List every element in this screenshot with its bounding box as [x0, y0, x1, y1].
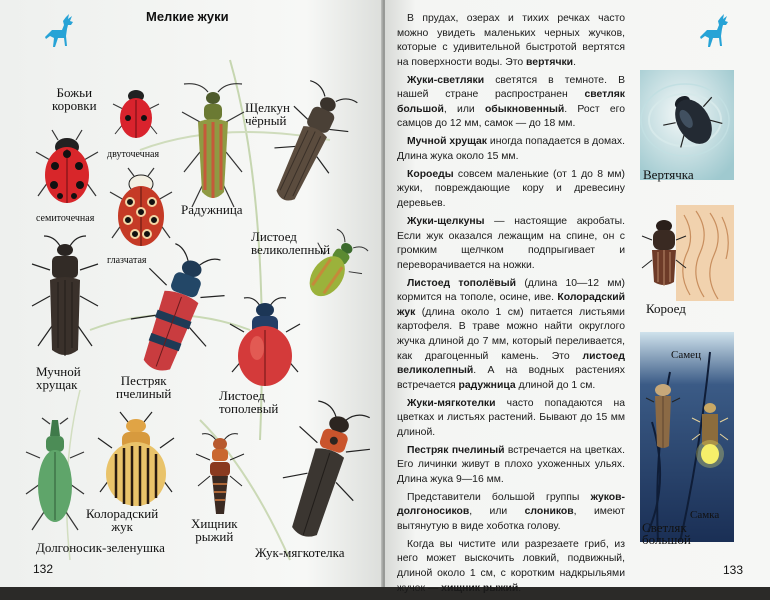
- bold-term: Жуки-щелкуны: [407, 215, 485, 227]
- label-radujnitsa: Радужница: [181, 202, 243, 217]
- label-ladybirds: Божьи коровки: [52, 85, 97, 113]
- label-eyed: глазчатая: [107, 255, 147, 266]
- label-weevil: Долгоносик-зеленушка: [36, 540, 165, 555]
- label-click-beetle: Щелкун чёрный: [245, 100, 290, 128]
- label-mealworm: Мучной хрущак: [36, 364, 81, 392]
- label-bark-beetle: Короед: [646, 301, 686, 316]
- label-firefly: Светляк большой: [642, 520, 691, 547]
- mealworm-beetle: [30, 236, 100, 360]
- ladybird-two-spot-beetle: [113, 84, 159, 144]
- paragraph: [397, 215, 625, 273]
- ladybird-seven-spot-beetle: [36, 130, 98, 210]
- label-whirligig: Вертячка: [643, 167, 694, 182]
- text-run: длиной до 1 см.: [515, 379, 596, 391]
- paragraph: [397, 491, 625, 535]
- bold-term: вертячки: [526, 56, 574, 68]
- soldier-beetle: [276, 404, 370, 544]
- firefly-male: [646, 382, 680, 450]
- ladybird-eyed-beetle: [110, 168, 172, 252]
- radujnitsa-beetle: [180, 82, 246, 212]
- label-magnificent-leaf-beetle: Листоед великолепный: [251, 229, 331, 257]
- bold-term: листоед великолепный: [397, 350, 625, 377]
- text-run: В прудах, озерах и тихих речках часто можно увидеть маленьких черных жучков, которые с удивительной быстротой вертятся на поверхности воды. Это: [397, 13, 625, 68]
- text-run: иногда попадается в домах. Длина жука около 15 мм.: [397, 136, 625, 162]
- text-run: , имеют вытянутую в виде хоботка голову.: [397, 506, 625, 532]
- bold-term: Листоед тополёвый: [407, 277, 517, 289]
- label-soldier-beetle: Жук-мягкотелка: [255, 545, 345, 560]
- label-poplar-leaf-beetle: Листоед тополевый: [219, 388, 279, 416]
- paragraph: [397, 277, 625, 394]
- text-run: .: [573, 56, 576, 68]
- label-male: Самец: [671, 349, 701, 361]
- text-run: встречается на цветках. Его личинки живут в плохо ухоженных ульях. Длина жука 9—16 мм.: [397, 444, 625, 485]
- bold-term: обыкновенный: [484, 103, 565, 115]
- label-colorado: Колорадский жук: [86, 506, 159, 534]
- bold-term: Пестряк пчелиный: [407, 444, 505, 456]
- left-page: [0, 0, 383, 587]
- bold-term: светляк большой: [397, 89, 625, 115]
- paragraph: [397, 397, 625, 441]
- text-run: Когда вы чистите или разрезаете гриб, из него может выскочить ловкий, подвижный, длиной около 1 см, с коротким надкрыльями жучок —: [397, 538, 625, 594]
- poplar-leaf-beetle: [230, 296, 300, 388]
- text-run: , или: [469, 506, 525, 518]
- text-run: . Рост его самцов до 12 мм, самок — до 18 мм.: [397, 103, 625, 130]
- bold-term: слоников: [524, 506, 574, 518]
- label-two-spot: двуточечная: [107, 149, 160, 160]
- bold-term: Жуки-мягкотелки: [407, 397, 496, 409]
- text-run: , или: [443, 103, 485, 115]
- bold-term: радужница: [458, 379, 516, 391]
- label-rove-beetle: Хищник рыжий: [191, 516, 238, 544]
- weevil-green-beetle: [26, 418, 84, 534]
- text-run: Представители большой группы: [407, 491, 591, 503]
- text-run: (длина около 1 см) питается листьями картофеля. В траве можно найти округлого жучка длиной до 7 мм, который переливается, как драгоценный камень. Это: [397, 306, 625, 362]
- text-run: часто попадаются на цветках и листьях растений. Бывают до 15 мм длиной.: [397, 397, 625, 438]
- label-female: Самка: [690, 509, 720, 521]
- text-run: совсем маленькие (от 1 до 8 мм) жуки, повреждающие кору и древесину деревьев.: [397, 168, 625, 210]
- colorado-beetle: [98, 412, 174, 508]
- page-number-left: 132: [33, 562, 54, 576]
- bold-term: жуков-долгоносиков: [397, 491, 625, 518]
- paragraph: [397, 538, 625, 596]
- text-run: (длина 10—12 мм) кормится на тополе, осине, иве.: [397, 277, 625, 304]
- bold-term: Жуки-светляки: [407, 74, 485, 86]
- bold-term: Короеды: [407, 168, 454, 180]
- page-heading: Мелкие жуки: [146, 9, 229, 24]
- page-number-right: 133: [723, 563, 744, 577]
- bark-beetle: [642, 216, 686, 288]
- side-illustrations: [640, 70, 734, 550]
- bold-term: хищник рыжий: [441, 582, 519, 594]
- label-seven-spot: семиточечная: [36, 213, 95, 224]
- text-run: — настоящие акробаты. Если жук оказался лежащим на спине, он с громким щелчком подпрыгивает и переворачивается на ножки.: [397, 215, 625, 271]
- article-text: [397, 12, 625, 600]
- paragraph: [397, 12, 625, 70]
- paragraph: [397, 168, 625, 212]
- text-run: .: [518, 582, 522, 594]
- text-run: светятся в темноте. В нашей стране распространен: [397, 74, 625, 101]
- bold-term: Мучной хрущак: [407, 136, 488, 148]
- label-bee-beetle: Пестряк пчелиный: [116, 373, 172, 401]
- firefly-female: [692, 400, 728, 466]
- paragraph: [397, 74, 625, 132]
- rove-beetle-red: [196, 432, 244, 516]
- bold-term: Колорадский жук: [397, 292, 625, 318]
- whirligig-beetle: [664, 88, 720, 150]
- paragraph: [397, 444, 625, 488]
- paragraph: [397, 135, 625, 164]
- deer-logo-icon: [695, 14, 735, 50]
- text-run: . А на водных растениях встречается: [397, 365, 625, 391]
